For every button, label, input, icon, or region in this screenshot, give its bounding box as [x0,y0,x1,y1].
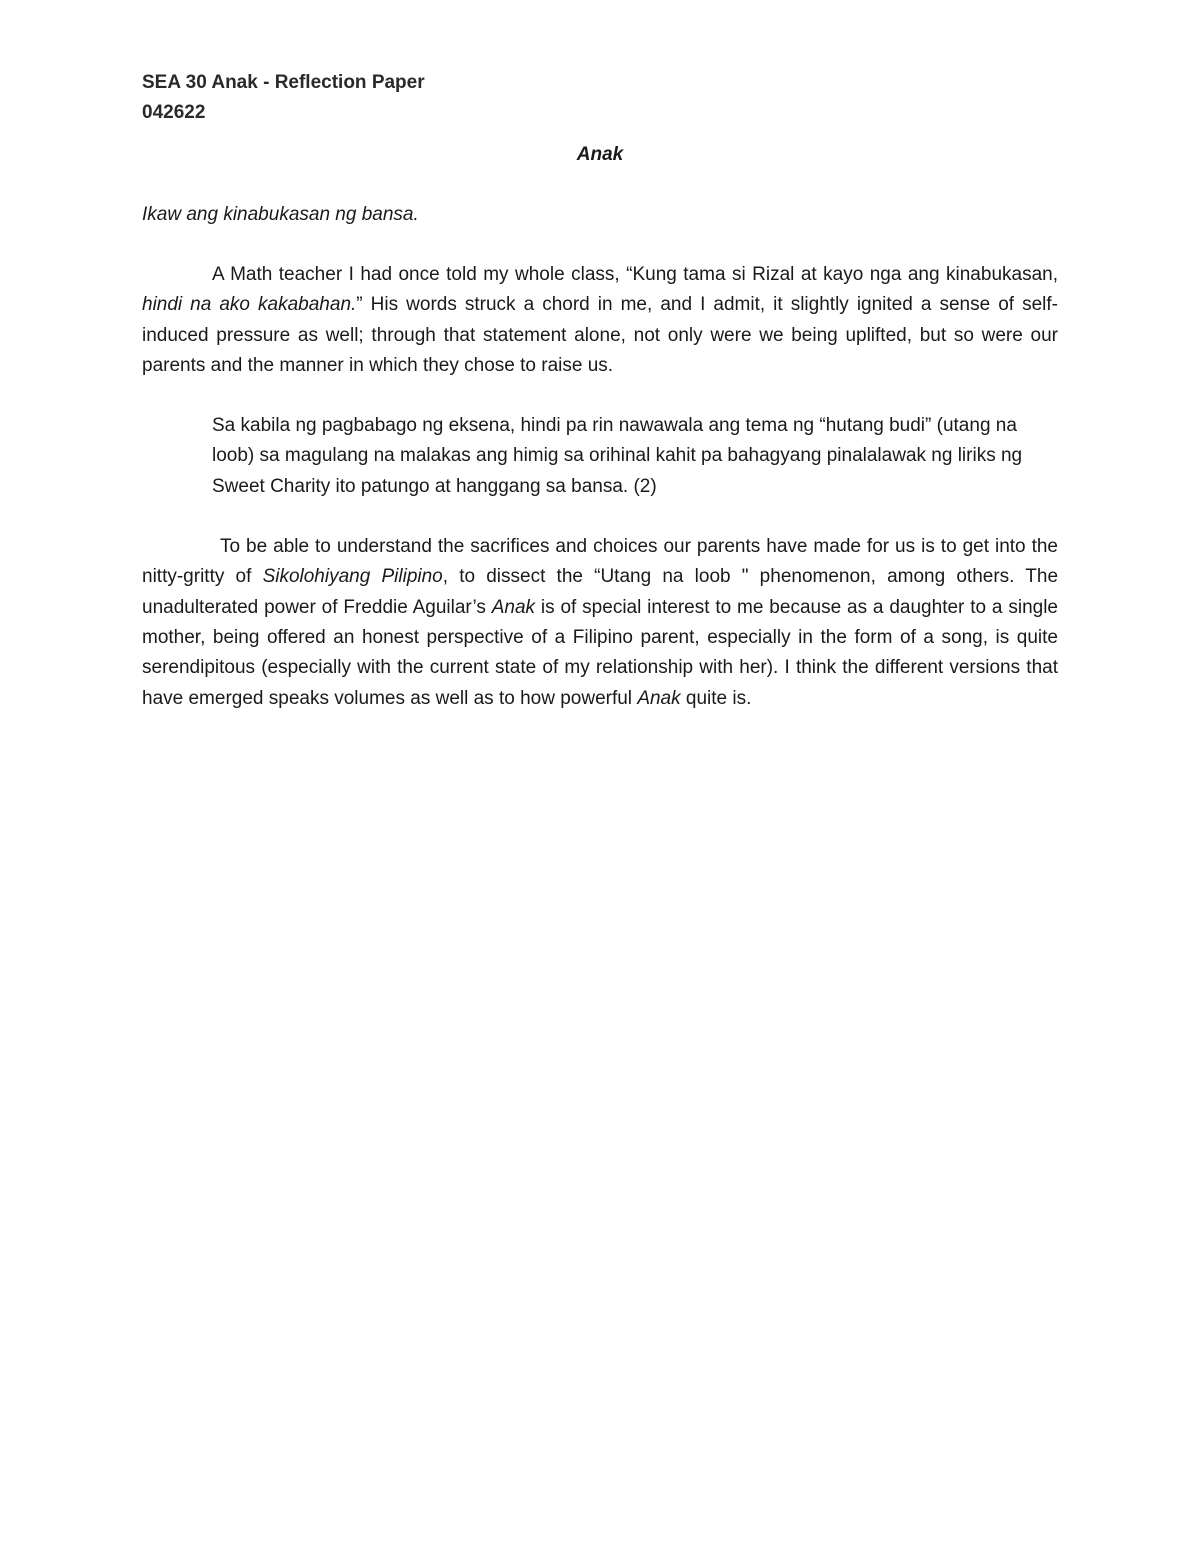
paragraph-2-text-b: , to dissect the “Utang na loob " phenomenon, among others. The unadulterated power of Freddie Aguilar’s [142,566,1059,618]
paragraph-1-text-b: ” His words struck a chord in me, and I admit, it slightly ignited a sense of self-induced pressure as well; through that statement alone, not only were we being uplifted, but so were our parents and the manner in which they chose to raise us. [142,294,1058,376]
paragraph-1-italic-quote: hindi na ako kakabahan. [142,294,357,316]
body-paragraph-1 [142,260,1058,381]
date-id-heading: 042622 [142,102,206,123]
body-paragraph-2 [142,532,1058,714]
paragraph-2-italic-song-title: Anak [491,596,536,618]
paragraph-1-text-a: A Math teacher I had once told my whole class, “Kung tama si Rizal at kayo nga ang kinabukasan, [212,264,1058,285]
document-page [142,68,1058,714]
block-quote: Sa kabila ng pagbabago ng eksena, hindi pa rin nawawala ang tema ng “hutang budi” (utang na loob) sa magulang na malakas ang himig sa orihinal kahit pa bahagyang pinalalawak ng liriks ng Sweet Charity ito patungo at hanggang sa bansa. (2) [212,415,1023,497]
epigraph: Ikaw ang kinabukasan ng bansa. [142,204,419,225]
paragraph-2-text-a: To be able to understand the sacrifices and choices our parents have made for us is to get into the nitty-gritty of [142,536,1058,588]
document-title: Anak [576,144,624,165]
paragraph-2-text-c: is of special interest to me because as a daughter to a single mother, being offered an honest perspective of a Filipino parent, especially in the form of a song, is quite serendipitous (especially with the current state of my relationship with her). I think the different versions that have emerged speaks volumes as well as to how powerful [142,596,1059,709]
course-heading: SEA 30 Anak - Reflection Paper [142,72,425,93]
paragraph-2-italic-term: Sikolohiyang Pilipino [262,566,443,588]
paragraph-2-italic-song-title-2: Anak [637,687,681,709]
paragraph-2-text-d: quite is. [680,687,752,709]
